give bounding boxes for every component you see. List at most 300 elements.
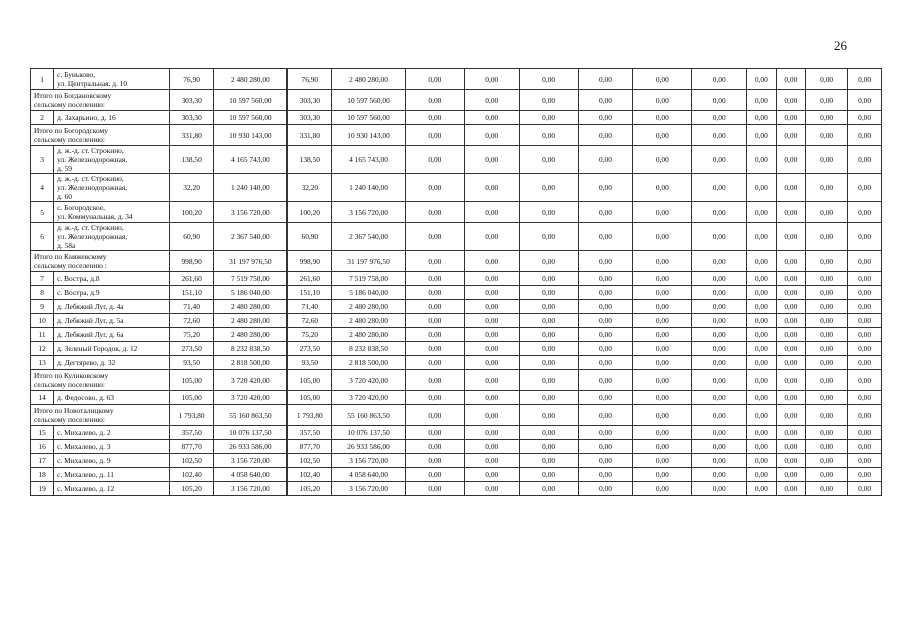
value-cell: 0,00 bbox=[692, 202, 747, 223]
value-cell: 0,00 bbox=[633, 356, 692, 370]
address-cell bbox=[54, 328, 170, 342]
table-row bbox=[31, 202, 882, 223]
address-cell bbox=[54, 174, 170, 202]
value-cell: 0,00 bbox=[519, 314, 578, 328]
value-cell: 0,00 bbox=[848, 69, 882, 90]
address-cell bbox=[54, 272, 170, 286]
value-cell: 0,00 bbox=[806, 202, 848, 223]
value-cell: 0,00 bbox=[692, 328, 747, 342]
value-cell: 0,00 bbox=[848, 426, 882, 440]
value-cell: 0,00 bbox=[633, 454, 692, 468]
cost-cell: 5 186 040,00 bbox=[332, 286, 406, 300]
subtotal-row bbox=[31, 370, 882, 391]
value-cell: 0,00 bbox=[747, 125, 776, 146]
cost-cell: 2 818 500,00 bbox=[214, 356, 288, 370]
value-cell: 0,00 bbox=[747, 300, 776, 314]
value-cell: 0,00 bbox=[633, 426, 692, 440]
address-line: д. Захарьино, д. 16 bbox=[57, 113, 116, 122]
area-cell: 261,60 bbox=[287, 272, 331, 286]
address-cell bbox=[54, 223, 170, 251]
value-cell: 0,00 bbox=[692, 286, 747, 300]
value-cell: 0,00 bbox=[692, 314, 747, 328]
value-cell: 0,00 bbox=[578, 356, 633, 370]
area-cell: 357,50 bbox=[287, 426, 331, 440]
value-cell: 0,00 bbox=[578, 69, 633, 90]
address-line: д. ж.-д. ст. Строкино, bbox=[57, 146, 124, 155]
value-cell: 0,00 bbox=[633, 125, 692, 146]
value-cell: 0,00 bbox=[806, 370, 848, 391]
address-cell bbox=[54, 468, 170, 482]
value-cell: 0,00 bbox=[848, 125, 882, 146]
value-cell: 0,00 bbox=[578, 426, 633, 440]
value-cell: 0,00 bbox=[848, 223, 882, 251]
address-line: д. Федосово, д. 63 bbox=[57, 393, 114, 402]
cost-cell: 4 058 640,00 bbox=[332, 468, 406, 482]
value-cell: 0,00 bbox=[464, 405, 519, 426]
value-cell: 0,00 bbox=[776, 300, 805, 314]
address-cell bbox=[54, 286, 170, 300]
row-number-cell: 18 bbox=[31, 468, 54, 482]
subtotal-row bbox=[31, 405, 882, 426]
address-line: Итого по Богдановскому bbox=[34, 91, 112, 100]
value-cell: 0,00 bbox=[633, 90, 692, 111]
area-cell: 331,80 bbox=[287, 125, 331, 146]
value-cell: 0,00 bbox=[464, 440, 519, 454]
value-cell: 0,00 bbox=[747, 223, 776, 251]
cost-cell: 26 933 586,00 bbox=[332, 440, 406, 454]
value-cell: 0,00 bbox=[692, 146, 747, 174]
area-cell: 138,50 bbox=[287, 146, 331, 174]
value-cell: 0,00 bbox=[464, 356, 519, 370]
area-cell: 1 793,80 bbox=[170, 405, 214, 426]
cost-cell: 2 480 280,00 bbox=[214, 328, 288, 342]
value-cell: 0,00 bbox=[405, 111, 464, 125]
value-cell: 0,00 bbox=[464, 146, 519, 174]
table-row bbox=[31, 69, 882, 90]
row-number-cell: 12 bbox=[31, 342, 54, 356]
row-number-cell: 19 bbox=[31, 482, 54, 496]
area-cell: 71,40 bbox=[287, 300, 331, 314]
value-cell: 0,00 bbox=[806, 405, 848, 426]
value-cell: 0,00 bbox=[806, 272, 848, 286]
value-cell: 0,00 bbox=[405, 391, 464, 405]
cost-cell: 10 597 560,00 bbox=[332, 111, 406, 125]
area-cell: 75,20 bbox=[170, 328, 214, 342]
cost-cell: 10 597 560,00 bbox=[214, 111, 288, 125]
value-cell: 0,00 bbox=[692, 300, 747, 314]
value-cell: 0,00 bbox=[578, 272, 633, 286]
row-number-cell: 16 bbox=[31, 440, 54, 454]
value-cell: 0,00 bbox=[519, 342, 578, 356]
value-cell: 0,00 bbox=[578, 146, 633, 174]
value-cell: 0,00 bbox=[405, 272, 464, 286]
value-cell: 0,00 bbox=[806, 468, 848, 482]
cost-cell: 3 720 420,00 bbox=[214, 370, 288, 391]
area-cell: 151,10 bbox=[287, 286, 331, 300]
value-cell: 0,00 bbox=[806, 223, 848, 251]
value-cell: 0,00 bbox=[806, 69, 848, 90]
value-cell: 0,00 bbox=[405, 356, 464, 370]
value-cell: 0,00 bbox=[633, 286, 692, 300]
table-row bbox=[31, 482, 882, 496]
subtotal-row bbox=[31, 125, 882, 146]
value-cell: 0,00 bbox=[776, 370, 805, 391]
value-cell: 0,00 bbox=[806, 111, 848, 125]
row-number-cell: 14 bbox=[31, 391, 54, 405]
cost-cell: 5 186 040,00 bbox=[214, 286, 288, 300]
value-cell: 0,00 bbox=[848, 251, 882, 272]
value-cell: 0,00 bbox=[776, 342, 805, 356]
table-row bbox=[31, 426, 882, 440]
value-cell: 0,00 bbox=[578, 370, 633, 391]
value-cell: 0,00 bbox=[848, 146, 882, 174]
value-cell: 0,00 bbox=[692, 272, 747, 286]
value-cell: 0,00 bbox=[848, 328, 882, 342]
value-cell: 0,00 bbox=[806, 426, 848, 440]
value-cell: 0,00 bbox=[578, 223, 633, 251]
table-row bbox=[31, 174, 882, 202]
value-cell: 0,00 bbox=[692, 426, 747, 440]
value-cell: 0,00 bbox=[633, 328, 692, 342]
value-cell: 0,00 bbox=[692, 356, 747, 370]
cost-cell: 1 240 140,00 bbox=[332, 174, 406, 202]
area-cell: 105,00 bbox=[287, 391, 331, 405]
area-cell: 76,90 bbox=[287, 69, 331, 90]
address-line: д. Дегтярево, д. 32 bbox=[57, 358, 116, 367]
value-cell: 0,00 bbox=[806, 342, 848, 356]
value-cell: 0,00 bbox=[464, 426, 519, 440]
value-cell: 0,00 bbox=[464, 314, 519, 328]
cost-cell: 10 076 137,50 bbox=[214, 426, 288, 440]
cost-cell: 2 480 280,00 bbox=[214, 69, 288, 90]
cost-cell: 2 480 280,00 bbox=[214, 314, 288, 328]
value-cell: 0,00 bbox=[747, 174, 776, 202]
value-cell: 0,00 bbox=[578, 440, 633, 454]
address-line: Итого по Куликовскому bbox=[34, 371, 109, 380]
row-number-cell: 9 bbox=[31, 300, 54, 314]
value-cell: 0,00 bbox=[848, 482, 882, 496]
cost-cell: 26 933 586,00 bbox=[214, 440, 288, 454]
table-row bbox=[31, 314, 882, 328]
table-row bbox=[31, 223, 882, 251]
value-cell: 0,00 bbox=[692, 454, 747, 468]
cost-cell: 1 240 140,00 bbox=[214, 174, 288, 202]
value-cell: 0,00 bbox=[776, 223, 805, 251]
value-cell: 0,00 bbox=[848, 111, 882, 125]
address-cell bbox=[54, 69, 170, 90]
area-cell: 93,50 bbox=[170, 356, 214, 370]
value-cell: 0,00 bbox=[578, 251, 633, 272]
value-cell: 0,00 bbox=[578, 286, 633, 300]
value-cell: 0,00 bbox=[578, 314, 633, 328]
address-cell bbox=[54, 356, 170, 370]
value-cell: 0,00 bbox=[806, 174, 848, 202]
value-cell: 0,00 bbox=[519, 482, 578, 496]
value-cell: 0,00 bbox=[519, 125, 578, 146]
row-number-cell: 17 bbox=[31, 454, 54, 468]
address-line: с. Михалево, д. 3 bbox=[57, 442, 111, 451]
value-cell: 0,00 bbox=[806, 328, 848, 342]
value-cell: 0,00 bbox=[519, 426, 578, 440]
area-cell: 102,40 bbox=[170, 468, 214, 482]
area-cell: 105,00 bbox=[170, 391, 214, 405]
address-line: Итого по Княжевскому bbox=[34, 252, 107, 261]
value-cell: 0,00 bbox=[747, 342, 776, 356]
value-cell: 0,00 bbox=[848, 314, 882, 328]
value-cell: 0,00 bbox=[405, 454, 464, 468]
address-line: ул. Железнодорожная, bbox=[57, 183, 128, 192]
value-cell: 0,00 bbox=[692, 440, 747, 454]
subtotal-label-cell bbox=[31, 370, 170, 391]
value-cell: 0,00 bbox=[848, 202, 882, 223]
value-cell: 0,00 bbox=[692, 111, 747, 125]
value-cell: 0,00 bbox=[806, 146, 848, 174]
area-cell: 303,30 bbox=[287, 90, 331, 111]
value-cell: 0,00 bbox=[848, 342, 882, 356]
area-cell: 32,20 bbox=[170, 174, 214, 202]
value-cell: 0,00 bbox=[464, 300, 519, 314]
value-cell: 0,00 bbox=[405, 90, 464, 111]
value-cell: 0,00 bbox=[578, 174, 633, 202]
value-cell: 0,00 bbox=[633, 272, 692, 286]
value-cell: 0,00 bbox=[519, 90, 578, 111]
value-cell: 0,00 bbox=[848, 174, 882, 202]
value-cell: 0,00 bbox=[747, 90, 776, 111]
cost-cell: 10 597 560,00 bbox=[332, 90, 406, 111]
area-cell: 303,30 bbox=[170, 111, 214, 125]
area-cell: 72,60 bbox=[170, 314, 214, 328]
value-cell: 0,00 bbox=[806, 300, 848, 314]
area-cell: 151,10 bbox=[170, 286, 214, 300]
table-row bbox=[31, 356, 882, 370]
value-cell: 0,00 bbox=[578, 111, 633, 125]
cost-cell: 31 197 976,50 bbox=[332, 251, 406, 272]
value-cell: 0,00 bbox=[776, 356, 805, 370]
row-number-cell: 1 bbox=[31, 69, 54, 90]
value-cell: 0,00 bbox=[747, 251, 776, 272]
area-cell: 100,20 bbox=[170, 202, 214, 223]
address-line: с. Михалево, д. 2 bbox=[57, 428, 111, 437]
table-row bbox=[31, 454, 882, 468]
value-cell: 0,00 bbox=[578, 202, 633, 223]
cost-cell: 2 367 540,00 bbox=[332, 223, 406, 251]
address-line: д. 59 bbox=[57, 164, 73, 173]
value-cell: 0,00 bbox=[633, 440, 692, 454]
value-cell: 0,00 bbox=[464, 202, 519, 223]
value-cell: 0,00 bbox=[405, 223, 464, 251]
value-cell: 0,00 bbox=[578, 391, 633, 405]
value-cell: 0,00 bbox=[747, 370, 776, 391]
value-cell: 0,00 bbox=[806, 90, 848, 111]
address-line: д. 60 bbox=[57, 192, 73, 201]
address-cell bbox=[54, 342, 170, 356]
area-cell: 93,50 bbox=[287, 356, 331, 370]
value-cell: 0,00 bbox=[464, 272, 519, 286]
address-line: д. Лебяжий Луг, д. 4а bbox=[57, 302, 124, 311]
value-cell: 0,00 bbox=[747, 111, 776, 125]
value-cell: 0,00 bbox=[578, 342, 633, 356]
cost-cell: 4 165 743,00 bbox=[332, 146, 406, 174]
address-cell bbox=[54, 111, 170, 125]
value-cell: 0,00 bbox=[519, 356, 578, 370]
value-cell: 0,00 bbox=[405, 370, 464, 391]
row-number-cell: 15 bbox=[31, 426, 54, 440]
value-cell: 0,00 bbox=[776, 125, 805, 146]
address-cell bbox=[54, 146, 170, 174]
value-cell: 0,00 bbox=[692, 251, 747, 272]
value-cell: 0,00 bbox=[747, 482, 776, 496]
row-number-cell: 4 bbox=[31, 174, 54, 202]
value-cell: 0,00 bbox=[692, 69, 747, 90]
cost-cell: 55 160 863,50 bbox=[332, 405, 406, 426]
address-line: д. ж.-д. ст. Строкино, bbox=[57, 223, 124, 232]
table-row bbox=[31, 440, 882, 454]
area-cell: 877,70 bbox=[170, 440, 214, 454]
table-row bbox=[31, 146, 882, 174]
cost-cell: 2 480 280,00 bbox=[332, 300, 406, 314]
value-cell: 0,00 bbox=[747, 454, 776, 468]
value-cell: 0,00 bbox=[405, 125, 464, 146]
value-cell: 0,00 bbox=[806, 286, 848, 300]
value-cell: 0,00 bbox=[405, 440, 464, 454]
address-line: сельскому поселению: bbox=[34, 415, 105, 424]
table-row bbox=[31, 391, 882, 405]
area-cell: 303,30 bbox=[287, 111, 331, 125]
area-cell: 877,70 bbox=[287, 440, 331, 454]
cost-cell: 7 519 758,00 bbox=[332, 272, 406, 286]
value-cell: 0,00 bbox=[519, 328, 578, 342]
subtotal-label-cell bbox=[31, 125, 170, 146]
address-cell bbox=[54, 440, 170, 454]
value-cell: 0,00 bbox=[776, 482, 805, 496]
value-cell: 0,00 bbox=[519, 202, 578, 223]
address-line: с. Буньково, bbox=[57, 70, 96, 79]
value-cell: 0,00 bbox=[806, 482, 848, 496]
cost-cell: 3 156 720,00 bbox=[214, 202, 288, 223]
row-number-cell: 7 bbox=[31, 272, 54, 286]
area-cell: 105,00 bbox=[287, 370, 331, 391]
value-cell: 0,00 bbox=[405, 468, 464, 482]
value-cell: 0,00 bbox=[776, 272, 805, 286]
address-line: с. Востра, д.8 bbox=[57, 274, 100, 283]
row-number-cell: 8 bbox=[31, 286, 54, 300]
value-cell: 0,00 bbox=[776, 454, 805, 468]
address-line: д. ж.-д. ст. Строкино, bbox=[57, 174, 124, 183]
value-cell: 0,00 bbox=[848, 356, 882, 370]
value-cell: 0,00 bbox=[692, 405, 747, 426]
value-cell: 0,00 bbox=[806, 391, 848, 405]
value-cell: 0,00 bbox=[692, 223, 747, 251]
value-cell: 0,00 bbox=[633, 69, 692, 90]
table-row bbox=[31, 300, 882, 314]
value-cell: 0,00 bbox=[633, 111, 692, 125]
value-cell: 0,00 bbox=[806, 454, 848, 468]
cost-cell: 3 156 720,00 bbox=[214, 482, 288, 496]
address-line: ул. Железнодорожная, bbox=[57, 155, 128, 164]
subtotal-row bbox=[31, 90, 882, 111]
cost-cell: 10 076 137,50 bbox=[332, 426, 406, 440]
value-cell: 0,00 bbox=[633, 251, 692, 272]
address-cell bbox=[54, 202, 170, 223]
address-line: ул. Коммунальная, д. 34 bbox=[57, 212, 133, 221]
area-cell: 105,00 bbox=[170, 370, 214, 391]
value-cell: 0,00 bbox=[405, 426, 464, 440]
value-cell: 0,00 bbox=[405, 202, 464, 223]
row-number-cell: 10 bbox=[31, 314, 54, 328]
value-cell: 0,00 bbox=[747, 69, 776, 90]
value-cell: 0,00 bbox=[633, 300, 692, 314]
value-cell: 0,00 bbox=[776, 251, 805, 272]
value-cell: 0,00 bbox=[747, 440, 776, 454]
address-line: с. Богородское, bbox=[57, 203, 105, 212]
row-number-cell: 11 bbox=[31, 328, 54, 342]
value-cell: 0,00 bbox=[692, 370, 747, 391]
subtotal-label-cell bbox=[31, 90, 170, 111]
value-cell: 0,00 bbox=[848, 272, 882, 286]
address-line: ул. Железнодорожная, bbox=[57, 232, 128, 241]
value-cell: 0,00 bbox=[692, 482, 747, 496]
value-cell: 0,00 bbox=[633, 482, 692, 496]
cost-cell: 3 156 720,00 bbox=[332, 454, 406, 468]
value-cell: 0,00 bbox=[633, 223, 692, 251]
value-cell: 0,00 bbox=[776, 174, 805, 202]
row-number-cell: 13 bbox=[31, 356, 54, 370]
address-line: сельскому поселению : bbox=[34, 261, 107, 270]
value-cell: 0,00 bbox=[776, 314, 805, 328]
area-cell: 72,60 bbox=[287, 314, 331, 328]
value-cell: 0,00 bbox=[747, 356, 776, 370]
value-cell: 0,00 bbox=[405, 482, 464, 496]
value-cell: 0,00 bbox=[464, 342, 519, 356]
subtotal-label-cell bbox=[31, 251, 170, 272]
value-cell: 0,00 bbox=[464, 328, 519, 342]
value-cell: 0,00 bbox=[776, 69, 805, 90]
cost-cell: 3 720 420,00 bbox=[332, 370, 406, 391]
value-cell: 0,00 bbox=[633, 202, 692, 223]
area-cell: 60,90 bbox=[287, 223, 331, 251]
value-cell: 0,00 bbox=[848, 286, 882, 300]
address-line: д. Зеленый Городок, д. 12 bbox=[57, 344, 138, 353]
cost-cell: 4 058 640,00 bbox=[214, 468, 288, 482]
address-line: сельскому поселению: bbox=[34, 100, 105, 109]
row-number-cell: 2 bbox=[31, 111, 54, 125]
value-cell: 0,00 bbox=[464, 174, 519, 202]
area-cell: 75,20 bbox=[287, 328, 331, 342]
table-row bbox=[31, 272, 882, 286]
cost-cell: 3 156 720,00 bbox=[332, 482, 406, 496]
value-cell: 0,00 bbox=[578, 300, 633, 314]
value-cell: 0,00 bbox=[776, 202, 805, 223]
value-cell: 0,00 bbox=[519, 146, 578, 174]
area-cell: 303,30 bbox=[170, 90, 214, 111]
value-cell: 0,00 bbox=[633, 174, 692, 202]
value-cell: 0,00 bbox=[519, 174, 578, 202]
row-number-cell: 6 bbox=[31, 223, 54, 251]
value-cell: 0,00 bbox=[578, 468, 633, 482]
cost-cell: 8 232 838,50 bbox=[214, 342, 288, 356]
value-cell: 0,00 bbox=[633, 391, 692, 405]
address-line: с. Михалево, д. 11 bbox=[57, 470, 114, 479]
value-cell: 0,00 bbox=[747, 146, 776, 174]
area-cell: 273,50 bbox=[170, 342, 214, 356]
row-number-cell: 5 bbox=[31, 202, 54, 223]
value-cell: 0,00 bbox=[633, 342, 692, 356]
value-cell: 0,00 bbox=[519, 272, 578, 286]
cost-cell: 3 156 720,00 bbox=[214, 454, 288, 468]
value-cell: 0,00 bbox=[519, 454, 578, 468]
value-cell: 0,00 bbox=[633, 468, 692, 482]
value-cell: 0,00 bbox=[747, 328, 776, 342]
